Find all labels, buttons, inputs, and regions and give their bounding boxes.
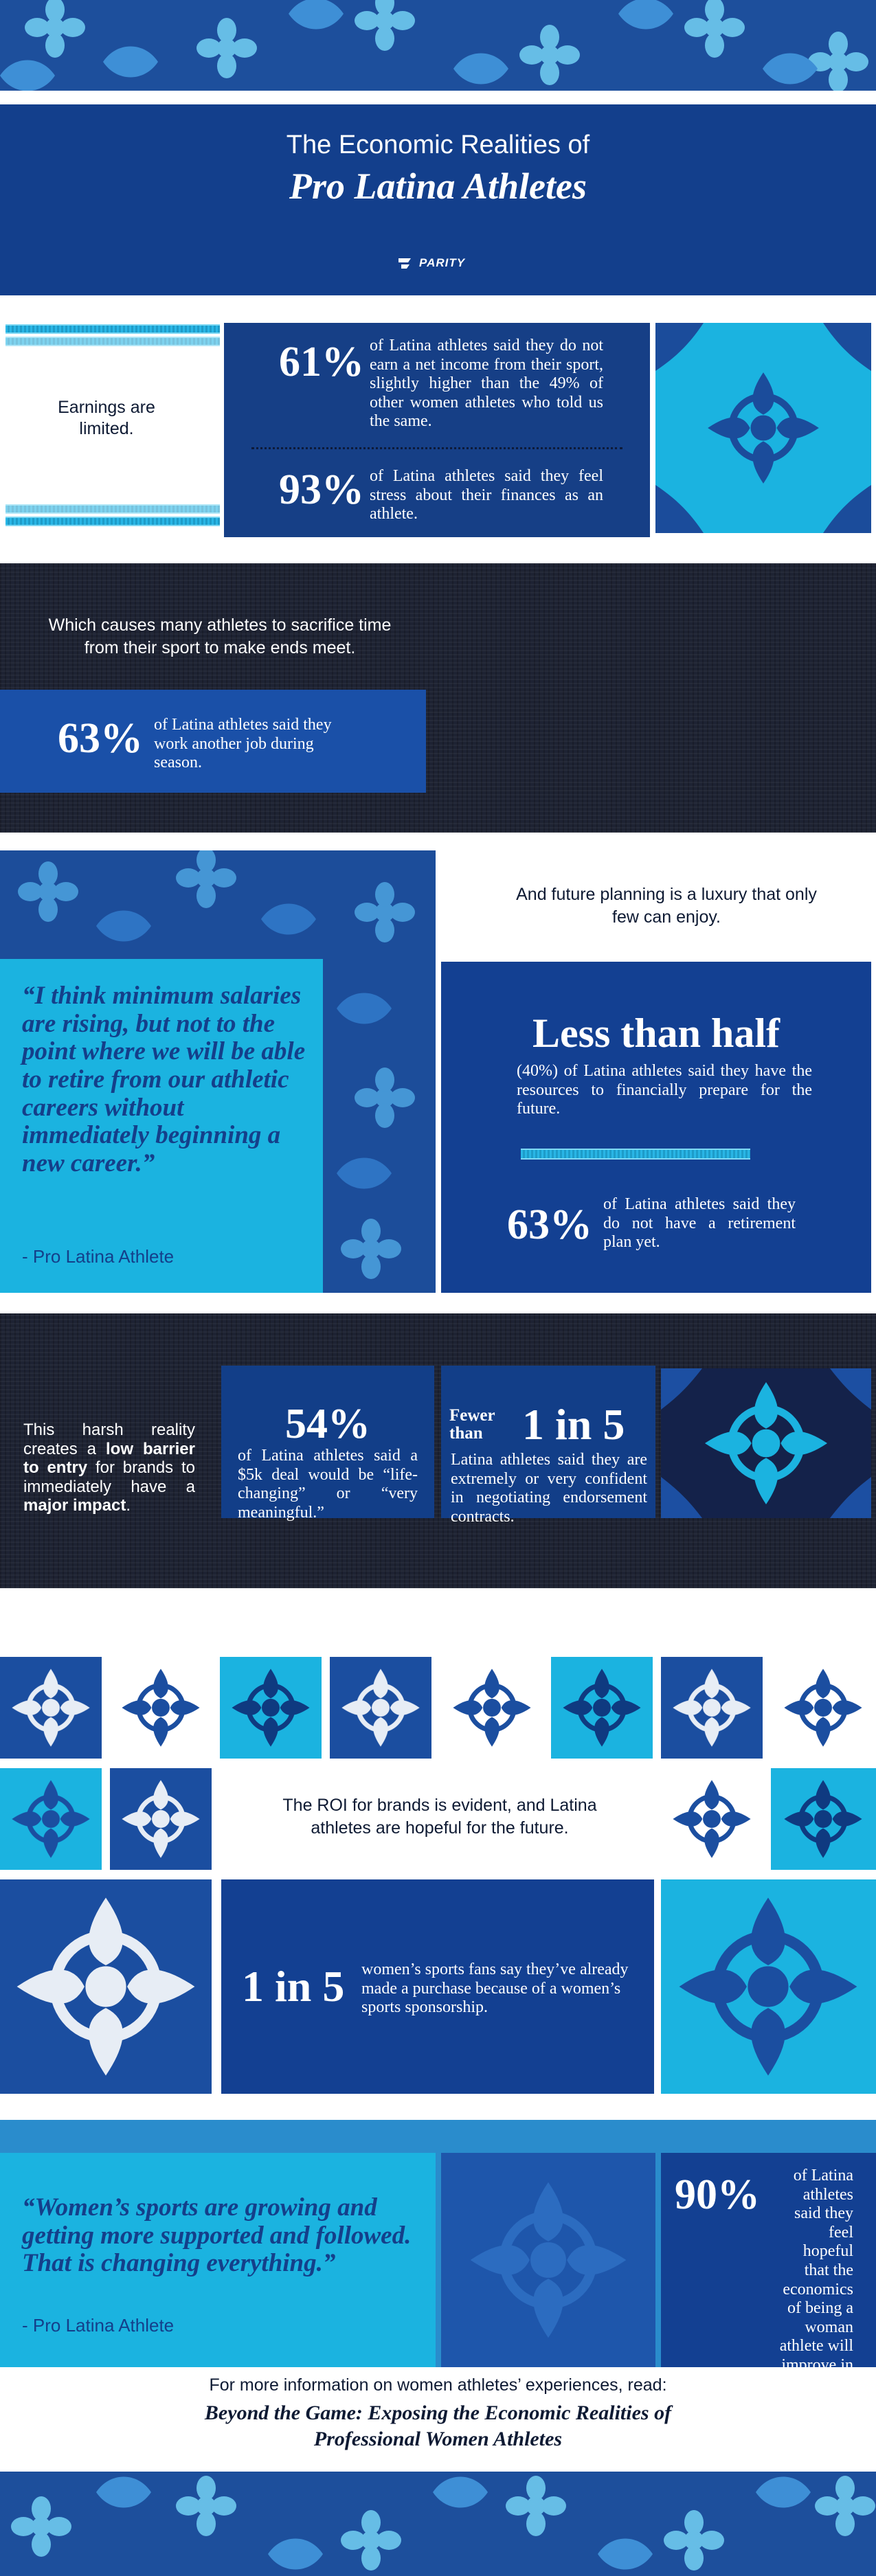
sacrifice-section (0, 563, 876, 833)
stat-1in5-text: Latina athletes said they are extremely or very confident in negotiating endorsement contracts. (451, 1451, 647, 1526)
stat-roi-text: women’s sports fans say they’ve already made a purchase because of a women’s sports sponsorship. (361, 1961, 629, 2017)
tile-art (661, 1368, 871, 1518)
roi-intro: The ROI for brands is evident, and Latina athletes are hopeful for the future. (282, 1796, 597, 1838)
footer-line3[interactable]: Professional Women Athletes (313, 2428, 563, 2450)
stat-90-text: of Latina athletes said they feel hopeful that the economics of being a woman athlete will improve in the next 5 years. (779, 2167, 853, 2413)
footer-line1: For more information on women athletes’ experiences, read: (209, 2375, 667, 2395)
stat-63-retirement-value: 63% (507, 1201, 592, 1248)
roi-stat-panel (221, 1879, 654, 2094)
sacrifice-stat-panel (0, 690, 426, 793)
decorative-ruler (5, 517, 220, 526)
planning-quote-credit: - Pro Latina Athlete (22, 1246, 175, 1267)
stat-63-retirement-text: of Latina athletes said they do not have a retirement plan yet. (603, 1195, 796, 1252)
decorative-ruler (5, 324, 220, 334)
stat-63-work-value: 63% (58, 715, 143, 762)
barrier-text-mid: for brands to immediately have a (23, 1458, 195, 1496)
tile-pattern (661, 1368, 871, 1518)
barrier-text-bold2: major impact (23, 1496, 126, 1515)
stat-54-value: 54% (285, 1401, 370, 1447)
floral-pattern (0, 2472, 876, 2576)
barrier-text-pre: This harsh reality creates a (23, 1421, 195, 1458)
barrier-text-end: . (126, 1496, 131, 1515)
planning-quote: “I think minimum salaries are rising, but not to the point where we will be able to retire from our athletic careers without immediately beginning a new career.” (22, 982, 306, 1178)
tile-pattern (441, 2153, 655, 2367)
less-than-half-text: (40%) of Latina athletes said they have the resources to financially prepare for the future. (517, 1062, 812, 1118)
stat-93-text: of Latina athletes said they feel stress about their finances as an athlete. (370, 467, 603, 523)
tile-art (655, 323, 871, 533)
earnings-label: Earnings are limited. (58, 398, 155, 439)
divider (251, 447, 622, 449)
header-title-line2: Pro Latina Athletes (289, 166, 587, 207)
hope-quote: “Women’s sports are growing and getting more supported and followed. That is changing everything.” (22, 2193, 412, 2278)
barrier-text-bold1: low barrier to entry (23, 1439, 195, 1478)
tile-art (441, 2153, 655, 2367)
quote-panel (0, 959, 323, 1293)
stat-90-value: 90% (675, 2171, 760, 2218)
header-title-line1: The Economic Realities of (286, 131, 590, 159)
footer-line2[interactable]: Beyond the Game: Exposing the Economic Realities of (204, 2402, 672, 2424)
stat-61-value: 61% (279, 339, 364, 385)
decorative-ruler (521, 1149, 750, 1160)
stat-1in5-panel (441, 1366, 655, 1526)
top-floral-banner (0, 0, 876, 91)
roi-section (0, 1657, 876, 2094)
less-than-half-headline: Less than half (532, 1010, 780, 1056)
stat-54-text: of Latina athletes said a $5k deal would be “life-changing” or “very meaningful.” (238, 1447, 418, 1522)
barrier-section (0, 1313, 876, 1588)
stat-1in5-value: 1 in 5 (522, 1400, 625, 1449)
parity-logo-icon (397, 256, 415, 271)
stat-1in5-prefix: Fewer than (449, 1406, 495, 1443)
hope-quote-credit: - Pro Latina Athlete (22, 2315, 175, 2336)
earnings-stats-panel (224, 323, 650, 537)
parity-logo (397, 254, 480, 272)
header (0, 104, 876, 295)
stat-61-text: of Latina athletes said they do not earn a net income from their sport, slightly higher than the 49% of other women athletes who told us the same. (370, 337, 603, 431)
stat-54-panel (221, 1366, 434, 1522)
parity-logo-text: PARITY (419, 256, 466, 269)
stat-63-work-text: of Latina athletes said they work another job during season. (154, 716, 332, 772)
tile-pattern (655, 323, 871, 533)
bottom-floral-banner (0, 2472, 876, 2576)
decorative-ruler (5, 337, 220, 346)
hope-quote-panel (0, 2153, 436, 2367)
stat-roi-value: 1 in 5 (242, 1962, 345, 2011)
floral-pattern (0, 0, 876, 91)
planning-stats-panel (441, 962, 871, 1293)
hope-stat-panel (661, 2153, 876, 2413)
stat-93-value: 93% (279, 466, 364, 513)
barrier-text (23, 1421, 195, 1515)
sacrifice-intro: Which causes many athletes to sacrifice time from their sport to make ends meet. (48, 615, 392, 657)
planning-intro: And future planning is a luxury that only few can enjoy. (516, 885, 817, 927)
decorative-ruler (5, 504, 220, 514)
